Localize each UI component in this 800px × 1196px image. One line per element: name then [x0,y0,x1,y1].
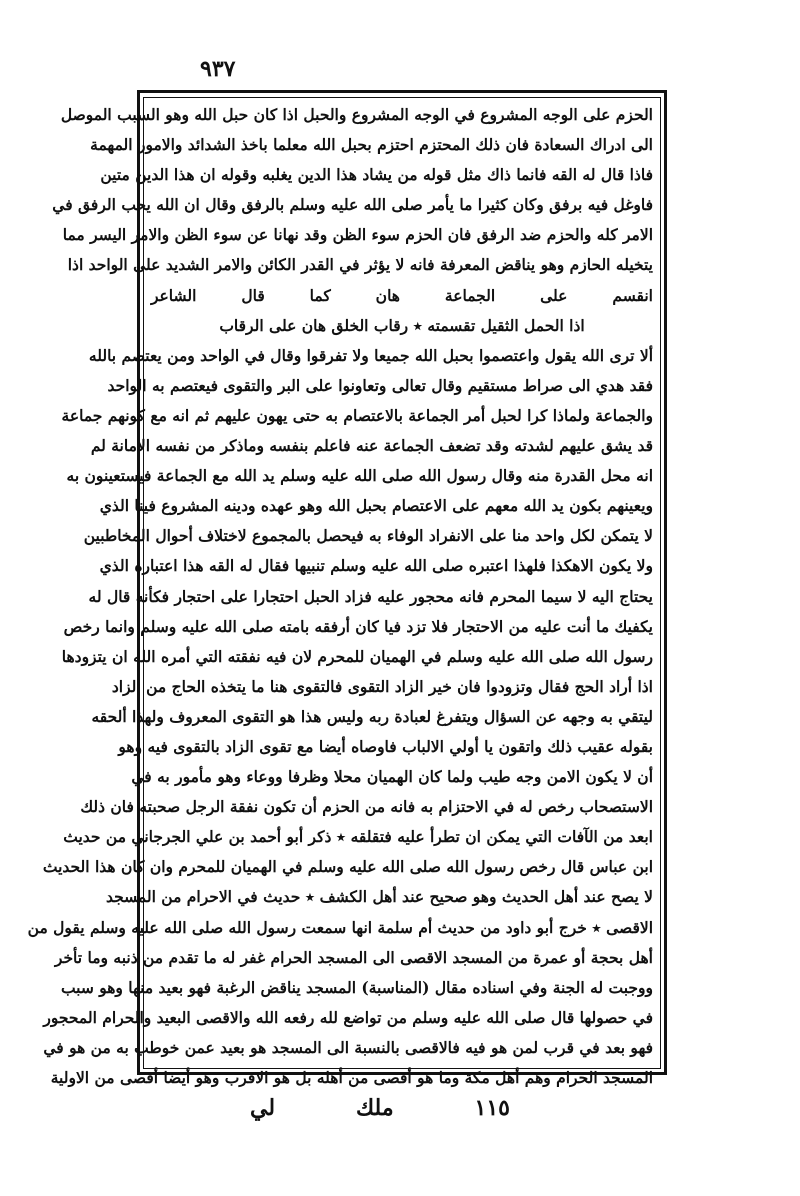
text-line: الى ادراك السعادة فان ذلك المحتزم احتزم بحبل الله معلما باخذ الشدائد والامور المهمة [90,135,653,155]
text-line: فاوغل فيه برفق وكان كثيرا ما يأمر صلى الله عليه وسلم بالرفق وقال ان الله يحب الرفق في [52,195,653,215]
text-line: اذا أراد الحج فقال وتزودوا فان خير الزاد التقوى فالتقوى هنا ما يتخذه الحاج من الزاد [111,676,653,696]
text-line: الاستصحاب رخص له في الاحتزام به فانه من الحزم أن تكون نفقة الرجل صحبته فان ذلك [80,797,653,817]
text-line: قد يشق عليهم لشدته وقد تضعف الجماعة عنه فاعلم بنفسه وماذكر من نفسه الامانة لم [90,436,653,456]
text-line: أهل بحجة أو عمرة من المسجد الاقصى الى المسجد الحرام غفر له ما تقدم من ذنبه وما تأخر [54,947,653,967]
text-line: في حصولها قال صلى الله عليه وسلم من تواضع لله رفعه الله والاقصى البعيد والحرام المحجور [43,1007,653,1027]
text-line: فقد هدي الى صراط مستقيم وقال تعالى وتعاونوا على البر والتقوى فيعتصم به الواحد [107,375,653,395]
text-line: ووجبت له الجنة وفي اسناده مقال (المناسبة) المسجد يناقض الرغبة فهو بعيد منها وهو سبب [60,977,653,997]
text-line: يحتاج اليه لا سيما المحرم فانه محجور عليه فزاد الحبل احتجارا على احتجار فكأنه قال له [88,586,653,606]
text-line: لا يصح عند أهل الحديث وهو صحيح عند أهل الكشف ٭ حديث في الاحرام من المسجد [105,887,653,907]
footer-mark-word: ملك [356,1095,394,1121]
poetry-verse: اذا الحمل الثقيل تقسمته ٭ رقاب الخلق هان على الرقاب [219,315,585,335]
manuscript-text-block [27,100,653,1087]
text-line: ألا ترى الله يقول واعتصموا بحبل الله جميعا ولا تفرقوا وقال في الواحد ومن يعتصم بالله [88,345,653,365]
text-line: والجماعة ولماذا كرا لحبل أمر الجماعة بالاعتصام به حتى يهون عليهم ثم انه مع كونهم جماعة [61,405,653,425]
text-line: انقسم على الجماعة هان كما قال الشاعر [151,285,653,305]
text-line: لا يتمكن لكل واحد منا على الانفراد الوفاء به فيحصل بالمجموع لاختلاف أحوال المخاطبين [83,526,653,546]
footer-mark-number: ١١٥ [474,1095,510,1121]
text-line: الاقصى ٭ خرج أبو داود من حديث أم سلمة انها سمعت رسول الله صلى الله عليه وسلم يقول من [27,917,653,937]
text-line: ولا يكون الاهكذا فلهذا اعتبره صلى الله عليه وسلم تنبيها فقال له القه هذا اعتباره الذي [99,556,653,576]
text-line: فهو بعد في قرب لمن هو فيه فالاقصى بالنسبة الى المسجد هو بعيد عمن خوطب به من هو في [43,1037,653,1057]
text-line: فاذا قال له القه فانما ذاك مثل قوله من يشاد هذا الدين يغلبه وقوله ان هذا الدين متين [100,165,653,185]
text-line: بقوله عقيب ذلك واتقون يا أولي الالباب فاوصاه أيضا مع تقوى الزاد بالتقوى فيه وهو [118,736,653,756]
text-line: ويعينهم بكون يد الله معهم على الاعتصام بحبل الله وهو عهده ودينه المشروع فينا الذي [99,496,653,516]
text-line: يكفيك ما أنت عليه من الاحتجار فلا تزد فيا كان أرفقه بامته صلى الله عليه وسلم وانما رخص [63,616,653,636]
text-line: الامر كله والحزم ضد الرفق فان الحزم سوء الظن وقد نهانا عن سوء الظن والامر اليسر مما [62,225,653,245]
text-line: يتخيله الحازم وهو يناقض المعرفة فانه لا يؤثر في القدر الكائن والامر الشديد على الواحد اذا [67,255,653,275]
page-number: ٩٣٧ [200,56,236,82]
text-line: ابعد من الآفات التي يمكن ان تطرأ عليه فتقلقه ٭ ذكر أبو أحمد بن علي الجرجاني من حديث [63,827,653,847]
footer-marks [250,1088,510,1128]
text-line: ابن عباس قال رخص رسول الله صلى الله عليه وسلم في الهميان للمحرم وان كان هذا الحديث [42,857,653,877]
text-line: الحزم على الوجه المشروع في الوجه المشروع والحبل اذا كان حبل الله وهو السبب الموصل [60,105,653,124]
text-line: انه محل القدرة منه وقال رسول الله صلى الله عليه وسلم يد الله مع الجماعة فيستعينون به [66,466,653,486]
text-line: رسول الله صلى الله عليه وسلم في الهميان للمحرم لان فيه نفقته التي أمره الله ان يتزودها [61,646,653,666]
footer-mark-word: لي [250,1095,276,1121]
text-line: ليتقي به وجهه عن السؤال ويتفرغ لعبادة ربه وليس هذا هو التقوى المعروف ولهذا ألحقه [91,706,653,726]
text-line: أن لا يكون الامن وجه طيب ولما كان الهميان محلا وظرفا ووعاء وهو مأمور به في [131,767,653,787]
text-line: المسجد الحرام وهم أهل مكة وما هو أقصى من أهله بل هو الاقرب وهو أيضا أقصى من الاولية [50,1068,653,1087]
